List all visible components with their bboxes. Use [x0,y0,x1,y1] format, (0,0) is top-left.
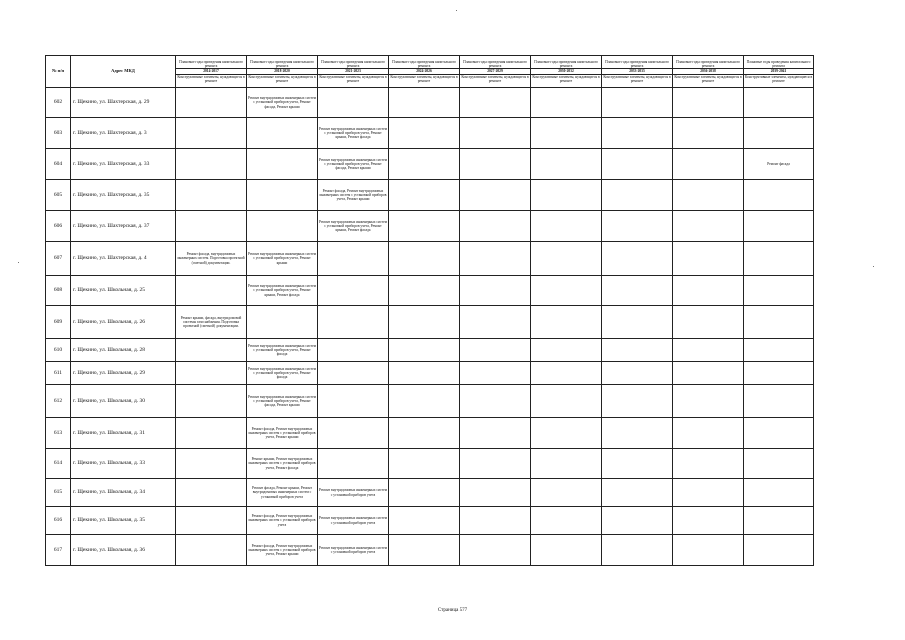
repair-works-cell [744,242,814,276]
header-period-sub: Конструктивные элементы, нуждающиеся в ремонте [674,74,742,83]
repair-works-cell [602,479,673,507]
repair-works-cell [531,339,602,362]
repair-works-cell [460,362,531,385]
table-row [46,418,814,449]
repair-works-cell [602,362,673,385]
repair-works-cell [389,118,460,149]
repair-works-cell [673,385,744,418]
header-period-years: 2014-2017 [176,68,246,73]
header-period-title: Плановые годы проведения капитального ремонта [463,59,527,69]
table-row [46,507,814,535]
repair-works-cell [176,385,247,418]
table-row [46,385,814,418]
header-period-sub: Конструктивные элементы, нуждающиеся в ремонте [248,74,316,83]
repair-works-cell [531,149,602,180]
repair-works-cell [460,449,531,479]
repair-works-cell: Ремонт фасада, Ремонт внутридомовых инженерных систем с установкой приборов учета, Ремонт крыши [247,418,318,449]
repair-works-cell [247,118,318,149]
header-num: № п/п [46,56,71,88]
repair-works-cell [673,180,744,211]
repair-works-cell [744,306,814,339]
scan-speck [456,10,457,11]
repair-works-cell: Ремонт фасада, Ремонт крыши, Ремонт внутридомовых инженерных систем с установкой приборов учета [247,479,318,507]
repair-works-cell [460,149,531,180]
table-row [46,479,814,507]
repair-works-cell [460,339,531,362]
header-period-title: Плановые годы проведения капитального ремонта [179,59,243,69]
repair-works-cell [176,535,247,566]
table-row [46,149,814,180]
header-period [389,56,460,88]
page-number: Страница 577 [437,608,468,613]
row-number: 606 [46,211,71,242]
repair-works-cell: Ремонт фасада, Ремонт внутридомовых инженерных систем с установкой приборов учета, Ремонт крыши [318,180,389,211]
header-period [318,56,389,88]
row-address: г. Щекино, ул. Шахтерская, д. 33 [71,149,176,180]
row-address: г. Щекино, ул. Школьная, д. 36 [71,535,176,566]
repair-works-cell [389,479,460,507]
repair-works-cell [389,362,460,385]
repair-works-cell [460,385,531,418]
repair-works-cell [744,211,814,242]
repair-works-cell [531,211,602,242]
repair-works-cell: Ремонт фасада, Ремонт внутридомовых инженерных систем с установкой приборов учета [247,507,318,535]
repair-works-cell [389,276,460,306]
repair-works-cell [602,118,673,149]
table-row [46,211,814,242]
repair-works-cell [247,180,318,211]
header-period-title: Плановые годы проведения капитального ремонта [392,59,456,69]
table-row [46,535,814,566]
repair-works-cell: Ремонт внутридомовых инженерных систем с установкой приборов учета, Ремонт фасада, Ремонт крыши [247,385,318,418]
table-row [46,339,814,362]
repair-works-cell [744,180,814,211]
repair-works-cell [673,362,744,385]
repair-works-cell: Ремонт внутридомовых инженерных систем с установкой приборов учета, Ремонт крыши, Ремонт фасада [318,118,389,149]
header-period-sub: Конструктивные элементы, нуждающиеся в ремонте [177,74,245,83]
row-address: г. Щекино, ул. Школьная, д. 35 [71,507,176,535]
repair-works-cell: Ремонт внутридомовых инженерных систем с установкой приборов учета, Ремонт крыши, Ремонт фасада [247,276,318,306]
repair-works-cell [176,211,247,242]
repair-works-cell [389,306,460,339]
repair-works-cell [531,306,602,339]
header-period [531,56,602,88]
repair-works-cell [673,88,744,118]
header-period-sub: Конструктивные элементы, нуждающиеся в ремонте [390,74,458,83]
repair-works-cell [318,306,389,339]
repair-works-cell [531,88,602,118]
repair-works-cell [673,479,744,507]
header-period-title: Плановые годы проведения капитального ремонта [605,59,669,69]
repair-works-cell [318,385,389,418]
repair-works-cell [673,535,744,566]
repair-works-cell [176,449,247,479]
repair-works-cell [673,211,744,242]
repair-works-cell [318,362,389,385]
repair-works-cell [744,479,814,507]
repair-works-cell [460,180,531,211]
repair-works-cell: Ремонт внутридомовых инженерных систем с установкой приборов учета, Ремонт фасада, Ремонт крыши [318,149,389,180]
repair-works-cell [531,362,602,385]
repair-works-cell [673,339,744,362]
repair-works-cell [673,242,744,276]
repair-works-cell [460,479,531,507]
repair-works-cell: Ремонт внутридомовых инженерных систем с установкой приборов учета [318,535,389,566]
repair-works-cell [176,507,247,535]
repair-works-cell [176,149,247,180]
header-period-title: Плановые годы проведения капитального ремонта [746,59,811,69]
header-address: Адрес МКД [71,56,176,88]
row-number: 605 [46,180,71,211]
row-number: 608 [46,276,71,306]
repair-works-cell: Ремонт крыши, Ремонт внутридомовых инженерных систем с установкой приборов учета, Ремонт фасада [247,449,318,479]
repair-works-cell [531,449,602,479]
repair-works-cell [531,242,602,276]
row-address: г. Щекино, ул. Школьная, д. 29 [71,362,176,385]
repair-works-cell [602,88,673,118]
repair-works-cell [744,418,814,449]
repair-works-cell [602,449,673,479]
repair-works-cell [744,276,814,306]
header-period-years: 2036-2038 [673,68,743,73]
table-row [46,180,814,211]
repair-works-cell [176,479,247,507]
row-number: 617 [46,535,71,566]
repair-works-cell [460,418,531,449]
repair-works-cell [389,385,460,418]
header-period [247,56,318,88]
repair-works-cell [176,118,247,149]
repair-works-cell [176,362,247,385]
repair-works-cell [460,507,531,535]
table-body [46,88,814,566]
repair-works-cell: Ремонт внутридомовых инженерных систем с установкой приборов учета, Ремонт фасада [247,362,318,385]
table-row [46,276,814,306]
row-number: 610 [46,339,71,362]
table-header [46,56,814,88]
header-period-years: 2027-2029 [460,68,530,73]
repair-works-cell [744,88,814,118]
repair-schedule-table [45,55,814,566]
repair-works-cell [602,535,673,566]
repair-works-cell [389,242,460,276]
table-row [46,449,814,479]
repair-works-cell: Ремонт фасада, внутридомовых инженерных систем. Подготовка проектной (сметной) документации. [176,242,247,276]
table-row [46,362,814,385]
header-period [744,56,814,88]
repair-works-cell [389,149,460,180]
repair-works-cell [460,211,531,242]
repair-works-cell [460,88,531,118]
repair-works-cell: Ремонт фасада [744,149,814,180]
repair-works-cell [602,180,673,211]
header-period-years: 2033-2035 [602,68,672,73]
repair-works-cell: Ремонт внутридомовых инженерных систем с установкой приборов учета [318,479,389,507]
header-period [673,56,744,88]
repair-works-cell [176,88,247,118]
repair-works-cell [602,339,673,362]
table-row [46,88,814,118]
repair-works-cell [389,535,460,566]
repair-works-cell: Ремонт внутридомовых инженерных систем с установкой приборов учета [318,507,389,535]
repair-works-cell [744,535,814,566]
repair-works-cell: Ремонт внутридомовых инженерных систем с установкой приборов учета, Ремонт крыши, Ремонт фасада [318,211,389,242]
row-number: 611 [46,362,71,385]
header-period [602,56,673,88]
row-number: 609 [46,306,71,339]
header-period-years: 2018-2020 [247,68,317,73]
repair-works-cell [602,276,673,306]
header-period-sub: Конструктивные элементы, нуждающиеся в ремонте [603,74,671,83]
repair-works-cell [531,276,602,306]
repair-works-cell [673,449,744,479]
repair-works-cell [602,306,673,339]
repair-works-cell: Ремонт крыши, фасада, внутридомовой системы газоснабжения. Подготовка проектной (сметной) документации. [176,306,247,339]
header-period-title: Плановые годы проведения капитального ремонта [250,59,314,69]
repair-works-cell [460,242,531,276]
repair-works-cell [744,118,814,149]
row-number: 607 [46,242,71,276]
repair-works-cell [673,507,744,535]
repair-works-cell [744,385,814,418]
repair-works-cell [247,149,318,180]
repair-works-cell [389,339,460,362]
repair-works-cell [318,418,389,449]
header-period-title: Плановые годы проведения капитального ремонта [321,59,385,69]
repair-works-cell [460,118,531,149]
repair-works-cell [318,449,389,479]
repair-works-cell [602,507,673,535]
repair-works-cell [531,507,602,535]
repair-works-cell [602,242,673,276]
repair-works-cell [389,211,460,242]
row-number: 612 [46,385,71,418]
repair-works-cell [531,535,602,566]
repair-works-cell [460,535,531,566]
table-row [46,242,814,276]
repair-works-cell [389,180,460,211]
row-address: г. Щекино, ул. Школьная, д. 33 [71,449,176,479]
row-number: 604 [46,149,71,180]
repair-works-cell [744,362,814,385]
header-period-title: Плановые годы проведения капитального ремонта [534,59,598,69]
repair-works-cell [602,149,673,180]
repair-works-cell [247,306,318,339]
table-row [46,306,814,339]
header-period-sub: Конструктивные элементы, нуждающиеся в ремонте [532,74,600,83]
repair-works-cell [389,418,460,449]
repair-works-cell [531,418,602,449]
repair-works-cell: Ремонт внутридомовых инженерных систем с установкой приборов учета, Ремонт фасада, Ремонт крыши [247,88,318,118]
repair-works-cell [460,306,531,339]
row-address: г. Щекино, ул. Школьная, д. 25 [71,276,176,306]
repair-works-cell [673,149,744,180]
header-period-years: 2021-2023 [318,68,388,73]
row-address: г. Щекино, ул. Шахтерская, д. 3 [71,118,176,149]
header-period-sub: Конструктивные элементы, нуждающиеся в ремонте [744,74,813,83]
repair-works-cell [602,211,673,242]
row-number: 603 [46,118,71,149]
row-address: г. Щекино, ул. Школьная, д. 34 [71,479,176,507]
repair-works-cell [531,479,602,507]
repair-works-cell [176,180,247,211]
row-address: г. Щекино, ул. Шахтерская, д. 37 [71,211,176,242]
repair-works-cell [318,88,389,118]
row-address: г. Щекино, ул. Школьная, д. 31 [71,418,176,449]
repair-works-cell [318,276,389,306]
repair-works-cell [673,118,744,149]
row-number: 615 [46,479,71,507]
header-period [176,56,247,88]
row-number: 613 [46,418,71,449]
repair-works-cell [389,88,460,118]
repair-works-cell [744,507,814,535]
repair-works-cell [176,418,247,449]
scan-speck [873,266,874,267]
header-period-years: 2039-2041 [744,68,813,73]
header-period [460,56,531,88]
scan-speck [18,262,19,263]
repair-works-cell [673,276,744,306]
row-address: г. Щекино, ул. Школьная, д. 26 [71,306,176,339]
header-period-years: 2024-2026 [389,68,459,73]
repair-works-cell [673,418,744,449]
row-address: г. Щекино, ул. Шахтерская, д. 4 [71,242,176,276]
header-period-title: Плановые годы проведения капитального ремонта [676,59,740,69]
repair-works-cell [602,418,673,449]
row-address: г. Щекино, ул. Школьная, д. 30 [71,385,176,418]
repair-works-cell [318,242,389,276]
row-number: 614 [46,449,71,479]
repair-works-cell [389,507,460,535]
repair-works-cell [531,118,602,149]
repair-works-cell [318,339,389,362]
repair-works-cell [176,339,247,362]
row-address: г. Щекино, ул. Шахтерская, д. 29 [71,88,176,118]
repair-works-cell [531,385,602,418]
table-row [46,118,814,149]
repair-works-cell: Ремонт фасада, Ремонт внутридомовых инженерных систем с установкой приборов учета, Ремонт крыши [247,535,318,566]
repair-works-cell [176,276,247,306]
repair-works-cell [744,449,814,479]
row-address: г. Щекино, ул. Школьная, д. 28 [71,339,176,362]
repair-works-cell [247,211,318,242]
repair-works-cell [531,180,602,211]
header-period-sub: Конструктивные элементы, нуждающиеся в ремонте [319,74,387,83]
repair-works-cell: Ремонт внутридомовых инженерных систем с установкой приборов учета, Ремонт фасада [247,339,318,362]
repair-works-cell [602,385,673,418]
row-number: 616 [46,507,71,535]
header-period-years: 2030-2032 [531,68,601,73]
repair-works-cell: Ремонт внутридомовых инженерных систем с установкой приборов учета, Ремонт крыши [247,242,318,276]
repair-works-cell [389,449,460,479]
repair-works-cell [744,339,814,362]
row-address: г. Щекино, ул. Шахтерская, д. 35 [71,180,176,211]
row-number: 602 [46,88,71,118]
repair-works-cell [460,276,531,306]
repair-works-cell [673,306,744,339]
header-period-sub: Конструктивные элементы, нуждающиеся в ремонте [461,74,529,83]
